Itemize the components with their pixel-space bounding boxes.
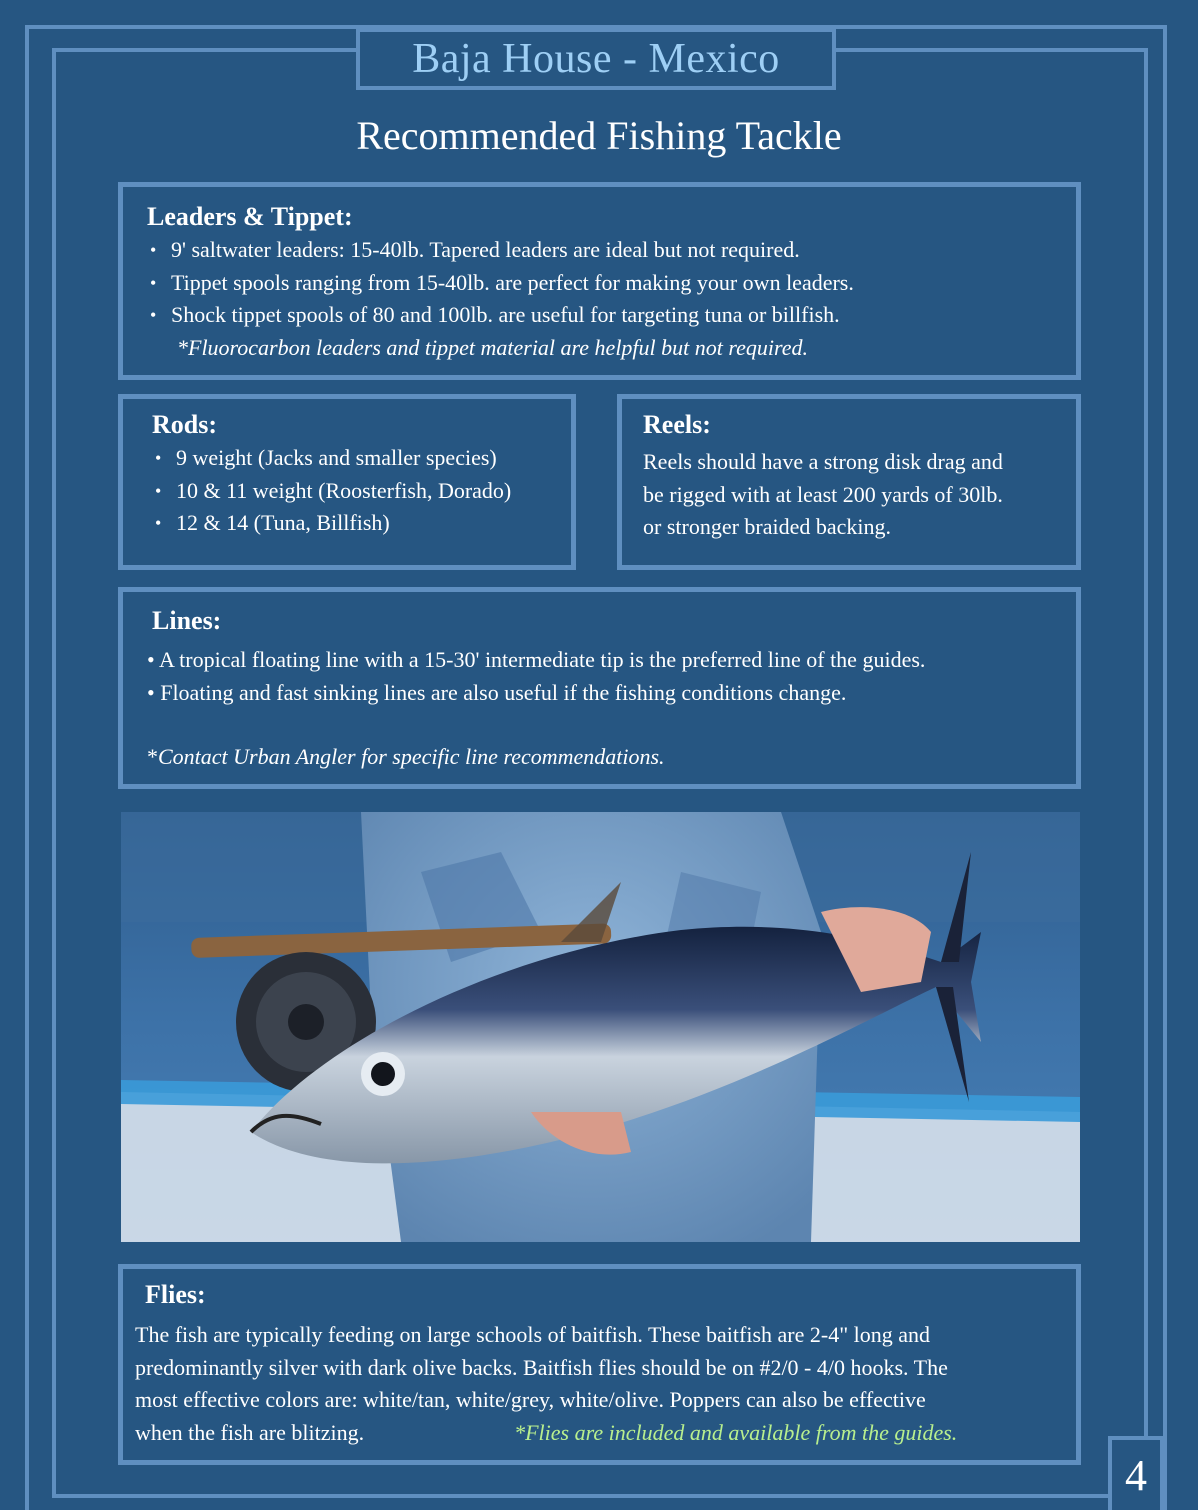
page-subtitle: Recommended Fishing Tackle: [356, 113, 842, 158]
note-text: Contact Urban Angler for specific line recommendations.: [158, 744, 665, 769]
rods-heading: Rods:: [152, 410, 218, 439]
flies-text: [135, 1319, 1065, 1449]
note-asterisk: *: [147, 744, 158, 769]
text-line: Reels should have a strong disk drag and: [643, 449, 1003, 474]
flies-section: [118, 1264, 1081, 1465]
lines-note: [147, 741, 1076, 774]
flies-note: *Flies are included and available from the guides.: [514, 1419, 958, 1445]
reels-section: [617, 394, 1081, 570]
list-item: • Tippet spools ranging from 15-40lb. are perfect for making your own leaders.: [147, 267, 1076, 300]
rods-list: [152, 442, 571, 540]
text-line: [135, 1417, 1065, 1450]
list-item: • Shock tippet spools of 80 and 100lb. are useful for targeting tuna or billfish.: [147, 299, 1076, 332]
flies-heading: Flies:: [145, 1280, 206, 1309]
tuna-photo-illustration: [121, 812, 1080, 1242]
reels-text: [643, 446, 1076, 544]
text-line: predominantly silver with dark olive backs. Baitfish flies should be on #2/0 - 4/0 hooks. The: [135, 1354, 948, 1380]
list-item: • Floating and fast sinking lines are also useful if the fishing conditions change.: [147, 679, 847, 705]
page-title: Baja House - Mexico: [412, 36, 780, 82]
leaders-heading: Leaders & Tippet:: [147, 202, 353, 231]
text-line: or stronger braided backing.: [643, 514, 892, 539]
leaders-list: [147, 234, 1076, 332]
leaders-tippet-section: [118, 182, 1081, 380]
lines-section: [118, 587, 1081, 789]
lines-text: [147, 644, 1076, 774]
text-line: The fish are typically feeding on large schools of baitfish. These baitfish are 2-4" long and: [135, 1322, 931, 1347]
text-line-end: when the fish are blitzing.: [135, 1419, 365, 1445]
reels-heading: Reels:: [643, 410, 711, 439]
leaders-note: *Fluorocarbon leaders and tippet material are helpful but not required.: [177, 334, 809, 360]
list-item: • 9' saltwater leaders: 15-40lb. Tapered leaders are ideal but not required.: [147, 234, 1076, 267]
text-line: most effective colors are: white/tan, white/grey, white/olive. Poppers can also be effective: [135, 1387, 926, 1412]
list-item: • 10 & 11 weight (Roosterfish, Dorado): [152, 475, 571, 508]
list-item: • A tropical floating line with a 15-30' intermediate tip is the preferred line of the guides.: [147, 647, 926, 672]
title-banner: [356, 28, 836, 90]
list-item: • 12 & 14 (Tuna, Billfish): [152, 507, 571, 540]
tuna-photo: [121, 812, 1080, 1242]
lines-heading: Lines:: [152, 606, 222, 635]
page-number: 4: [1108, 1436, 1164, 1510]
rods-section: [118, 394, 576, 570]
list-item: • 9 weight (Jacks and smaller species): [152, 442, 571, 475]
text-line: be rigged with at least 200 yards of 30lb.: [643, 481, 1003, 507]
